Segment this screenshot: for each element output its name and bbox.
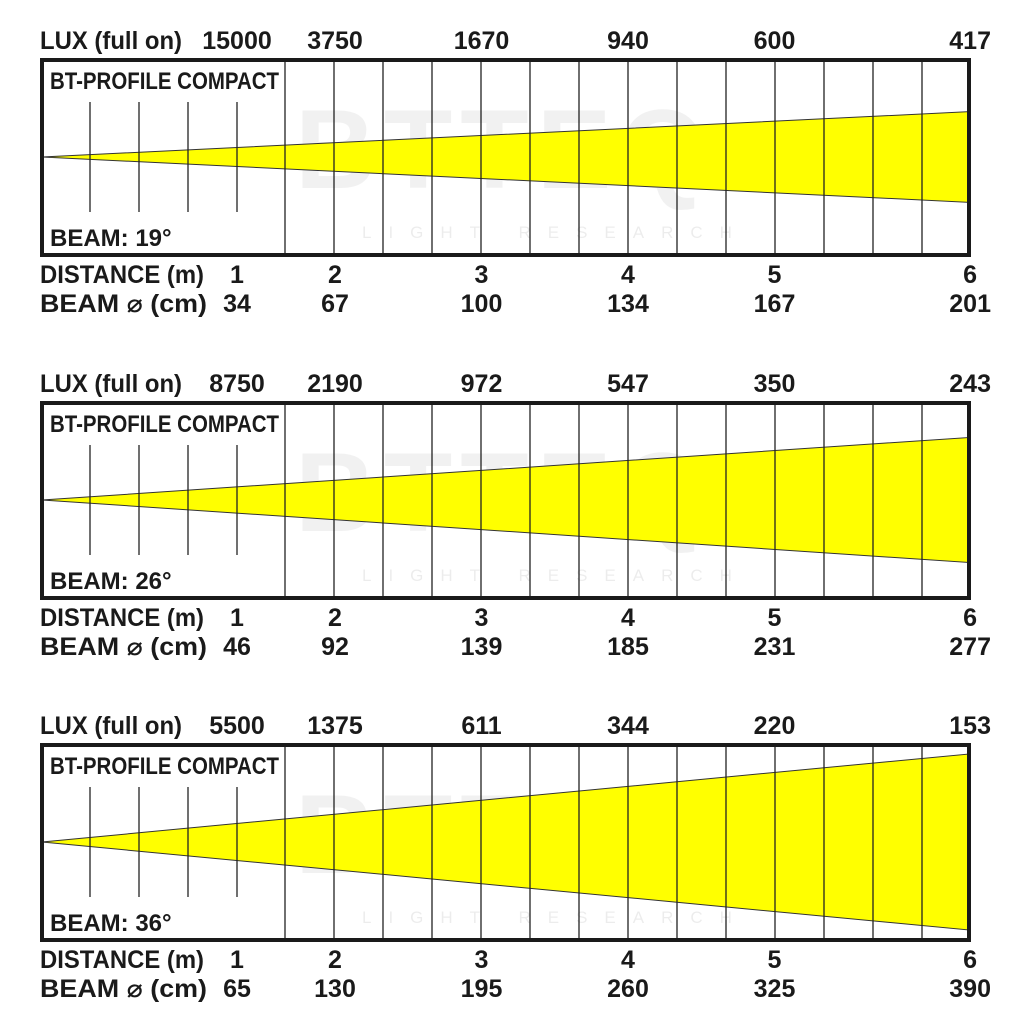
lux-value: 15000 (202, 27, 272, 55)
beam-diameter-value: 390 (949, 975, 991, 1003)
distance-value: 5 (767, 946, 782, 974)
lux-value: 1375 (307, 712, 363, 740)
beam-diameter-value: 100 (460, 290, 503, 318)
distance-value: 3 (474, 946, 489, 974)
beam-diameter-value: 325 (753, 975, 796, 1003)
panel-title: BT-PROFILE COMPACT (50, 753, 280, 780)
lux-label: LUX (full on) (40, 370, 182, 398)
lux-value: 972 (460, 370, 503, 398)
lux-value: 417 (949, 27, 991, 55)
beam-panel-1 (40, 27, 991, 318)
beam-diameter-value: 130 (314, 975, 356, 1003)
distance-label: DISTANCE (m) (40, 946, 204, 974)
beam-diameter-value: 231 (753, 633, 796, 661)
beam-diameter-value: 201 (949, 290, 991, 318)
lux-value: 611 (461, 712, 502, 740)
beam-diameter-value: 34 (223, 290, 251, 318)
lux-value: 350 (753, 370, 796, 398)
lux-value: 547 (607, 370, 649, 398)
distance-value: 6 (963, 946, 977, 974)
beam-angle-label: BEAM: 19° (50, 225, 172, 252)
lux-value: 243 (949, 370, 991, 398)
beam-diameter-value: 195 (460, 975, 503, 1003)
beam-diameter-value: 260 (607, 975, 649, 1003)
panel-title: BT-PROFILE COMPACT (50, 68, 280, 95)
beam-diameter-value: 65 (223, 975, 251, 1003)
beam-panel-3 (40, 712, 991, 1003)
distance-label: DISTANCE (m) (40, 261, 204, 289)
beam-diameter-value: 277 (949, 633, 991, 661)
lux-value: 600 (753, 27, 796, 55)
beam-diameter-value: 67 (321, 290, 349, 318)
distance-value: 4 (621, 946, 635, 974)
distance-value: 4 (621, 261, 635, 289)
distance-value: 2 (328, 604, 342, 632)
panel-title: BT-PROFILE COMPACT (50, 411, 280, 438)
beam-diameter-value: 185 (607, 633, 649, 661)
beam-diameter-label: BEAM ⌀ (cm) (40, 633, 207, 661)
beam-panel-2 (40, 370, 991, 661)
beam-angle-label: BEAM: 26° (50, 568, 172, 595)
lux-value: 8750 (209, 370, 265, 398)
beam-angle-label: BEAM: 36° (50, 910, 172, 937)
beam-diameter-value: 134 (607, 290, 649, 318)
distance-value: 3 (474, 261, 489, 289)
lux-label: LUX (full on) (40, 27, 182, 55)
distance-value: 4 (621, 604, 635, 632)
distance-value: 6 (963, 604, 977, 632)
watermark-tagline: LIGHT RESEARCH (362, 908, 749, 927)
distance-value: 5 (767, 604, 782, 632)
lux-label: LUX (full on) (40, 712, 182, 740)
distance-value: 3 (474, 604, 489, 632)
lux-value: 220 (753, 712, 796, 740)
distance-value: 2 (328, 946, 342, 974)
beam-diameter-value: 167 (753, 290, 796, 318)
beam-diameter-value: 46 (223, 633, 251, 661)
distance-value: 2 (328, 261, 342, 289)
distance-value: 6 (963, 261, 977, 289)
lux-value: 5500 (209, 712, 265, 740)
beam-diameter-label: BEAM ⌀ (cm) (40, 975, 207, 1003)
watermark-tagline: LIGHT RESEARCH (362, 566, 749, 585)
distance-value: 5 (767, 261, 782, 289)
distance-value: 1 (230, 946, 244, 974)
beam-diameter-value: 139 (460, 633, 503, 661)
watermark-tagline: LIGHT RESEARCH (362, 223, 749, 242)
lux-value: 344 (607, 712, 649, 740)
lux-value: 1670 (453, 27, 510, 55)
lux-value: 3750 (307, 27, 363, 55)
lux-value: 2190 (307, 370, 363, 398)
beam-diameter-label: BEAM ⌀ (cm) (40, 290, 207, 318)
beam-diameter-value: 92 (321, 633, 349, 661)
lux-value: 153 (949, 712, 991, 740)
distance-label: DISTANCE (m) (40, 604, 204, 632)
distance-value: 1 (230, 604, 244, 632)
distance-value: 1 (230, 261, 244, 289)
lux-value: 940 (607, 27, 649, 55)
